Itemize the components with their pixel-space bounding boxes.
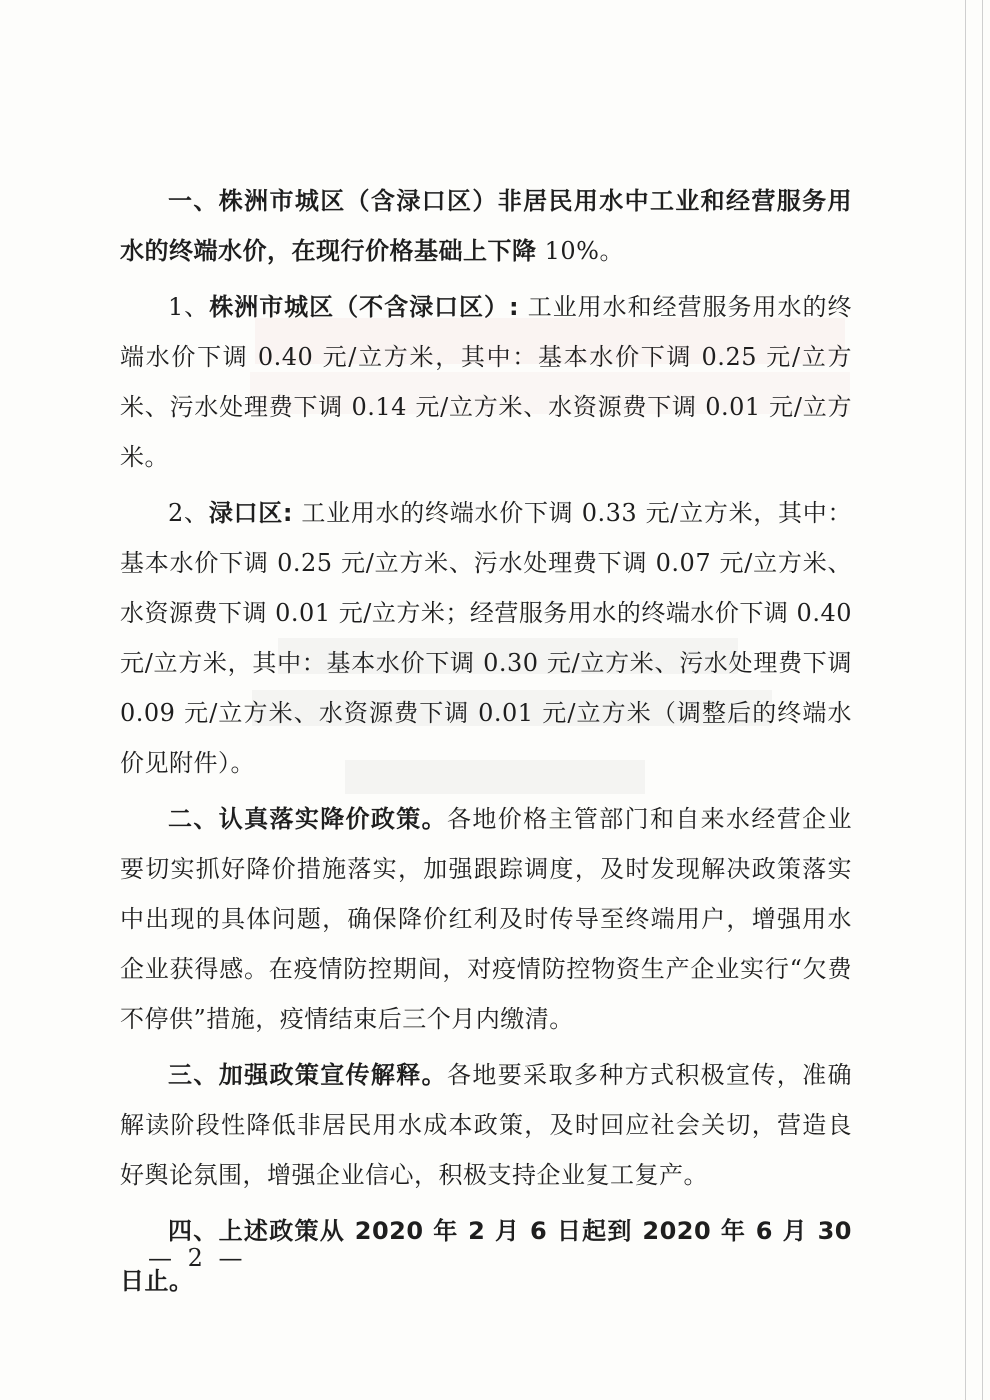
item-2-heading: 渌口区: [208,499,294,527]
paragraph-city-district [120,282,852,482]
section-2-heading: 二、认真落实降价政策。 [168,805,448,833]
scan-edge-line [982,0,983,1400]
page-number: — 2 — [148,1244,247,1272]
scan-edge-line [965,0,966,1400]
document-body [120,176,852,1306]
item-1-prefix: 1、 [168,293,210,321]
paragraph-water-price-reduction [120,176,852,276]
item-2-prefix: 2、 [168,499,209,527]
paragraph-policy-publicity [120,1050,852,1200]
item-2-body: 工业用水的终端水价下调 0.33 元/立方米，其中：基本水价下调 0.25 元/立方米、污水处理费下调 0.07 元/立方米、水资源费下调 0.01 元/立方米；经营服务用水的终端水价下调 0.40 元/立方米，其中：基本水价下调 0.30 元/立方米、污水处理费下调 0.09 元/立方米、水资源费下调 0.01 元/立方米（调整后的终端水价见附件）。 [120,499,852,777]
section-4-heading: 四、上述政策从 2020 年 2 月 6 日起到 2020 年 6 月 30 日止。 [120,1217,852,1295]
section-1-body: 10%。 [544,237,624,265]
paragraph-implement-policy [120,794,852,1044]
section-3-body: 各地要采取多种方式积极宣传，准确解读阶段性降低非居民用水成本政策，及时回应社会关切，营造良好舆论氛围，增强企业信心，积极支持企业复工复产。 [120,1061,853,1189]
section-1-heading: 一、株洲市城区（含渌口区）非居民用水中工业和经营服务用水的终端水价，在现行价格基础上下降 [120,187,852,265]
item-1-heading: 株洲市城区（不含渌口区）: [209,293,520,321]
paragraph-lukou-district [120,488,852,788]
section-2-body: 各地价格主管部门和自来水经营企业要切实抓好降价措施落实，加强跟踪调度，及时发现解决政策落实中出现的具体问题，确保降价红利及时传导至终端用户，增强用水企业获得感。在疫情防控期间，对疫情防控物资生产企业实行“欠费不停供”措施，疫情结束后三个月内缴清。 [120,805,853,1033]
item-1-body: 工业用水和经营服务用水的终端水价下调 0.40 元/立方米，其中：基本水价下调 0.25 元/立方米、污水处理费下调 0.14 元/立方米、水资源费下调 0.01 元/立方米。 [120,293,852,471]
section-3-heading: 三、加强政策宣传解释。 [168,1061,448,1089]
